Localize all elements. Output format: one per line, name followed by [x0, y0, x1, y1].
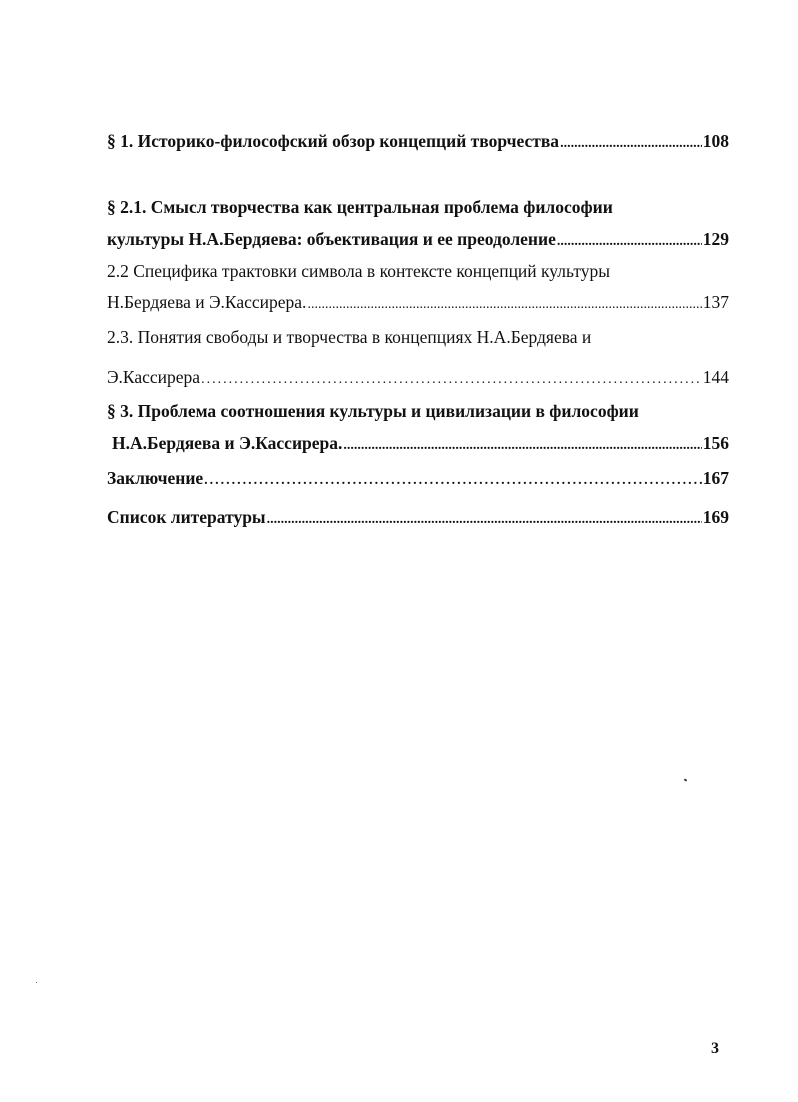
toc-entry-berdyaev-creativity-line2 — [107, 228, 729, 253]
toc-entry-title-continued: Н.Бердяева и Э.Кассирера. — [107, 292, 307, 312]
toc-entry-freedom-line1 — [107, 326, 729, 348]
toc-page-number: 169 — [702, 507, 729, 527]
toc-entry-symbol-line1 — [107, 260, 729, 282]
toc-entry-historical-review — [107, 130, 729, 155]
dot-leader — [201, 369, 702, 391]
toc-entry-title: § 1. Историко-философский обзор концепций творчества — [107, 131, 560, 151]
toc-entry-title: Заключение — [107, 468, 204, 488]
dot-leader — [343, 435, 701, 457]
toc-page-number: 137 — [702, 292, 729, 312]
toc-entry-freedom-line2 — [107, 366, 729, 391]
toc-entry-title-continued: Н.А.Бердяева и Э.Кассирера. — [112, 433, 343, 453]
toc-entry-title: 2.3. Понятия свободы и творчества в концепциях Н.А.Бердяева и — [107, 327, 592, 347]
dot-leader — [560, 133, 702, 155]
toc-entry-berdyaev-creativity-line1 — [107, 196, 729, 218]
page-number: 3 — [711, 1040, 719, 1057]
toc-entry-culture-civilization-line2 — [112, 432, 729, 457]
toc-page-number: 144 — [702, 367, 729, 387]
scan-speck — [684, 778, 688, 781]
toc-entry-title: Список литературы — [107, 507, 266, 527]
toc-entry-title-continued: Э.Кассирера — [107, 367, 201, 387]
toc-entry-conclusion — [107, 467, 729, 492]
toc-page-number: 167 — [702, 468, 729, 488]
toc-entry-bibliography — [107, 506, 729, 531]
toc-entry-symbol-line2 — [107, 291, 729, 316]
toc-entry-culture-civilization-line1 — [107, 400, 729, 422]
toc-entry-title: 2.2 Специфика трактовки символа в контексте концепций культуры — [107, 261, 610, 281]
dot-leader — [307, 294, 701, 316]
toc-entry-title-continued: культуры Н.А.Бердяева: объективация и ее преодоление — [107, 229, 556, 249]
scan-speck — [36, 982, 37, 983]
dot-leader — [557, 231, 702, 253]
toc-entry-title: § 2.1. Смысл творчества как центральная проблема философии — [107, 197, 613, 217]
toc-page-number: 156 — [702, 433, 729, 453]
dot-leader — [204, 470, 702, 492]
toc-page-number: 129 — [702, 229, 729, 249]
toc-page-number: 108 — [702, 131, 729, 151]
dot-leader — [267, 509, 702, 531]
toc-entry-title: § 3. Проблема соотношения культуры и цивилизации в философии — [107, 401, 639, 421]
